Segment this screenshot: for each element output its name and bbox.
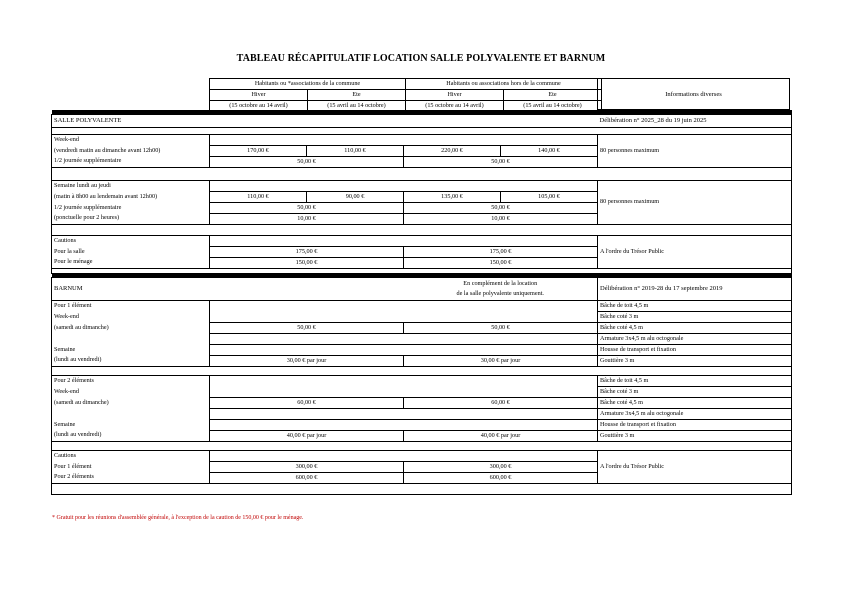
group-hors-header: Habitants ou associations hors de la commune: [406, 79, 602, 90]
semaine-label: Semaine lundi au jeudi: [52, 180, 210, 191]
barnum-complement: [404, 277, 598, 300]
hiver-header: Hiver: [210, 90, 308, 101]
barnum-deux-label: Pour 2 éléments: [52, 375, 210, 386]
page-title: TABLEAU RÉCAPITULATIF LOCATION SALLE POLYVALENTE ET BARNUM: [236, 53, 606, 64]
salle-deliberation: Délibération n° 2025_28 du 19 juin 2025: [598, 114, 792, 127]
price-cell: 170,00 €: [210, 145, 307, 156]
barnum-info-item: Bâche coté 3 m: [598, 386, 792, 397]
cautions-info: A l'ordre du Trésor Public: [598, 235, 792, 268]
price-cell: 90,00 €: [307, 191, 404, 202]
barnum-info-item: Bâche coté 4,5 m: [598, 397, 792, 408]
price-cell: 10,00 €: [404, 213, 598, 224]
price-cell: 105,00 €: [501, 191, 598, 202]
period-hiver: (15 octobre au 14 avril): [210, 101, 308, 112]
price-cell: 50,00 €: [210, 202, 404, 213]
group-commune-header: Habitants ou *associations de la commune: [210, 79, 406, 90]
price-cell: 50,00 €: [404, 156, 598, 167]
caution-menage-label: Pour le ménage: [52, 257, 210, 268]
weekend-period-label: (samedi au dimanche): [52, 322, 210, 333]
price-cell: 40,00 € par jour: [210, 430, 404, 441]
weekend-label: Week-end: [52, 134, 210, 145]
column-header-table: [209, 78, 602, 112]
price-cell: 10,00 €: [210, 213, 404, 224]
price-cell: 300,00 €: [210, 461, 404, 472]
price-cell: 60,00 €: [404, 397, 598, 408]
half-day-label: 1/2 journée supplémentaire: [52, 156, 210, 167]
ponctuelle-label: (ponctuelle pour 2 heures): [52, 213, 210, 224]
barnum-complement-line1: En complément de la location: [463, 279, 538, 287]
price-cell: 110,00 €: [307, 145, 404, 156]
period-ete: (15 avril au 14 octobre): [308, 101, 406, 112]
period-ete: (15 avril au 14 octobre): [504, 101, 602, 112]
price-cell: 150,00 €: [404, 257, 598, 268]
price-cell: 135,00 €: [404, 191, 501, 202]
salle-section-title: SALLE POLYVALENTE: [52, 114, 598, 127]
semaine-period-label: (lundi au vendredi): [52, 355, 210, 366]
barnum-info-item: Housse de transport et fixation: [598, 419, 792, 430]
barnum-complement-line2: de la salle polyvalente uniquement.: [456, 289, 544, 297]
barnum-un-label: Pour 1 élément: [52, 300, 210, 311]
price-cell: 300,00 €: [404, 461, 598, 472]
cautions-label: Cautions: [52, 235, 210, 246]
tariff-table: [51, 110, 792, 495]
hiver-header: Hiver: [406, 90, 504, 101]
price-cell: 50,00 €: [404, 202, 598, 213]
price-cell: 110,00 €: [210, 191, 307, 202]
weekend-label: Week-end: [52, 386, 210, 397]
price-cell: 30,00 € par jour: [210, 355, 404, 366]
caution-salle-label: Pour la salle: [52, 246, 210, 257]
price-cell: 50,00 €: [210, 322, 404, 333]
price-cell: 50,00 €: [210, 156, 404, 167]
cautions-label: Cautions: [52, 450, 210, 461]
caution-un-label: Pour 1 élément: [52, 461, 210, 472]
barnum-info-item: Armature 3x4,5 m alu octogonale: [598, 408, 792, 419]
barnum-info-item: Gouttière 3 m: [598, 430, 792, 441]
semaine-info: 80 personnes maximum: [598, 180, 792, 224]
barnum-info-item: Bâche coté 4,5 m: [598, 322, 792, 333]
price-cell: 40,00 € par jour: [404, 430, 598, 441]
barnum-info-item: Housse de transport et fixation: [598, 344, 792, 355]
weekend-info: 80 personnes maximum: [598, 134, 792, 167]
semaine-label: Semaine: [52, 344, 210, 355]
price-cell: 600,00 €: [210, 472, 404, 483]
caution-deux-label: Pour 2 éléments: [52, 472, 210, 483]
price-cell: 50,00 €: [404, 322, 598, 333]
ete-header: Ete: [308, 90, 406, 101]
price-cell: 60,00 €: [210, 397, 404, 408]
barnum-deliberation: Délibération n° 2019-28 du 17 septembre 2019: [598, 277, 792, 300]
barnum-info-item: Bâche coté 3 m: [598, 311, 792, 322]
info-header: Informations diverses: [597, 78, 790, 110]
price-cell: 175,00 €: [210, 246, 404, 257]
price-cell: 30,00 € par jour: [404, 355, 598, 366]
weekend-period-label: (samedi au dimanche): [52, 397, 210, 408]
price-cell: 140,00 €: [501, 145, 598, 156]
footnote: * Gratuit pour les réunions d'assemblée générale, à l'exception de la caution de 150,00 € pour le ménage.: [52, 515, 304, 521]
barnum-info-item: Gouttière 3 m: [598, 355, 792, 366]
barnum-info-item: Bâche de toit 4,5 m: [598, 375, 792, 386]
weekend-period-label: (vendredi matin au dimanche avant 12h00): [52, 145, 210, 156]
price-cell: 220,00 €: [404, 145, 501, 156]
ete-header: Ete: [504, 90, 602, 101]
weekend-label: Week-end: [52, 311, 210, 322]
price-cell: 600,00 €: [404, 472, 598, 483]
barnum-section-title: BARNUM: [52, 277, 404, 300]
price-cell: 150,00 €: [210, 257, 404, 268]
semaine-period-label: (matin à 8h00 au lendemain avant 12h00): [52, 191, 210, 202]
period-hiver: (15 octobre au 14 avril): [406, 101, 504, 112]
semaine-label: Semaine: [52, 419, 210, 430]
price-cell: 175,00 €: [404, 246, 598, 257]
semaine-period-label: (lundi au vendredi): [52, 430, 210, 441]
cautions-info: A l'ordre du Trésor Public: [598, 450, 792, 483]
half-day-label: 1/2 journée supplémentaire: [52, 202, 210, 213]
barnum-info-item: Armature 3x4,5 m alu octogonale: [598, 333, 792, 344]
barnum-info-item: Bâche de toit 4,5 m: [598, 300, 792, 311]
